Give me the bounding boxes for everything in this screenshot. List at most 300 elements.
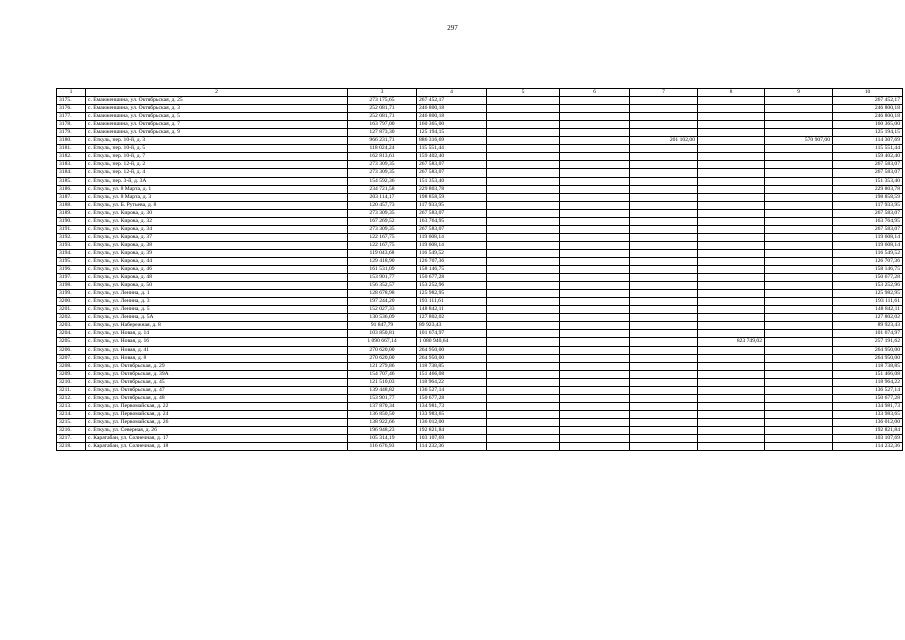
table-cell [630,274,698,282]
table-cell [765,97,833,105]
table-cell: 267 583,07 [833,169,903,177]
table-cell [630,177,698,185]
table-cell: 3183. [57,161,86,169]
table-cell: 246 800,18 [833,105,903,113]
table-row [57,201,903,209]
table-cell [698,322,765,330]
table-cell: с. Еткуль, ул. Октябрьская, д. 45 [86,378,348,386]
table-row [57,225,903,233]
table-cell [560,418,630,426]
table-cell: 267 583,07 [417,209,487,217]
table-cell [560,394,630,402]
table-cell: 264 950,00 [417,354,487,362]
table-cell [765,177,833,185]
column-header: 6 [560,89,630,97]
table-cell [698,185,765,193]
table-cell [630,241,698,249]
table-cell: 117 933,95 [417,201,487,209]
table-row [57,394,903,402]
table-cell: 3200. [57,298,86,306]
table-cell [487,249,560,257]
table-cell: 3202. [57,314,86,322]
table-row [57,145,903,153]
table-row [57,418,903,426]
table-cell: 119 608,14 [417,233,487,241]
table-cell [560,266,630,274]
table-cell [698,241,765,249]
table-cell [630,193,698,201]
table-cell [487,410,560,418]
table-cell [698,426,765,434]
table-cell: 246 800,18 [417,105,487,113]
table-cell [630,161,698,169]
table-cell [630,443,698,451]
table-cell: 3197. [57,274,86,282]
table-row [57,338,903,346]
table-cell: с. Еткуль, ул. Октябрьская, д. 48 [86,394,348,402]
table-cell [765,338,833,346]
table-cell: 118 738,85 [417,362,487,370]
table-cell [698,306,765,314]
table-cell [487,314,560,322]
table-cell: 3209. [57,370,86,378]
table-cell [765,370,833,378]
table-cell [560,209,630,217]
table-cell: с. Еткуль, пер. 10-й, д. 7 [86,153,348,161]
table-row [57,153,903,161]
table-cell [698,217,765,225]
table-cell: с. Еткуль, ул. Кирова, д. 37 [86,233,348,241]
table-cell: 126 707,36 [833,257,903,265]
table-cell: 966 231,71 [348,137,417,145]
column-header: 4 [417,89,487,97]
table-cell: 118 024,24 [348,145,417,153]
table-cell: 197 244,20 [348,298,417,306]
table-cell: с. Еткуль, ул. Кирова, д. 44 [86,257,348,265]
page-number: 297 [447,24,458,32]
table-cell [560,145,630,153]
table-cell: 148 842,11 [833,306,903,314]
table-row [57,410,903,418]
table-cell: 273 309,35 [348,225,417,233]
column-header: 2 [86,89,348,97]
table-cell [487,121,560,129]
table-cell: 150 677,28 [833,394,903,402]
table-cell: 3186. [57,185,86,193]
table-row [57,443,903,451]
table-cell: с. Еткуль, ул. Первомайская, д. 24 [86,410,348,418]
table-cell: 125 982,95 [833,290,903,298]
table-cell: 196 948,23 [348,426,417,434]
table-cell: 126 707,36 [417,257,487,265]
table-cell [560,346,630,354]
table-cell [765,443,833,451]
table-cell [560,426,630,434]
table-row [57,362,903,370]
table-cell: 3206. [57,346,86,354]
table-cell [765,145,833,153]
table-cell: 267 452,17 [417,97,487,105]
table-cell: 3181. [57,145,86,153]
table-cell [630,105,698,113]
table-cell [560,378,630,386]
table-cell [630,290,698,298]
table-cell: с. Еткуль, ул. 8 Марта, д. 3 [86,193,348,201]
table-row [57,354,903,362]
table-cell [560,435,630,443]
table-cell: 125 194,15 [833,129,903,137]
table-cell: с. Каратабан, ул. Солнечная, д. 18 [86,443,348,451]
table-row [57,290,903,298]
table-row [57,282,903,290]
table-row [57,298,903,306]
table-cell [560,97,630,105]
table-cell: 159 402,40 [833,153,903,161]
table-cell [765,322,833,330]
table-cell: 162 813,61 [348,153,417,161]
table-cell: 3203. [57,322,86,330]
table-cell: с. Еткуль, ул. Октябрьская, д. 29 [86,362,348,370]
table-row [57,137,903,145]
table-row [57,426,903,434]
table-cell [630,314,698,322]
table-cell: с. Еткуль, пер. 3-й, д. 3А [86,177,348,185]
table-cell [765,201,833,209]
table-cell [765,298,833,306]
table-cell: 116 549,52 [417,249,487,257]
table-cell [765,161,833,169]
table-cell: 161 531,09 [348,266,417,274]
table-cell [630,402,698,410]
table-cell [560,354,630,362]
table-cell [487,241,560,249]
table-cell: 160 365,00 [417,121,487,129]
table-cell [630,153,698,161]
table-cell [698,233,765,241]
table-cell: 3184. [57,169,86,177]
table-cell: 273 309,35 [348,161,417,169]
table-cell: 3177. [57,113,86,121]
table-cell [765,249,833,257]
table-cell: 148 842,11 [417,306,487,314]
table-cell: 121 510,03 [348,378,417,386]
table-cell [698,410,765,418]
table-body [57,89,903,451]
table-cell [698,330,765,338]
table-cell [560,153,630,161]
table-row [57,314,903,322]
table-header-row [57,89,903,97]
table-cell: 203 114,17 [348,193,417,201]
table-cell [487,435,560,443]
table-cell: 115 551,44 [417,145,487,153]
table-cell: 136 527,14 [833,386,903,394]
table-cell [560,330,630,338]
table-cell: 3191. [57,225,86,233]
column-header: 7 [630,89,698,97]
table-cell [487,378,560,386]
table-cell [630,266,698,274]
table-cell [765,217,833,225]
table-cell: с. Еткуль, ул. Новая, д. 16 [86,338,348,346]
table-cell: 267 583,07 [833,161,903,169]
table-cell [560,298,630,306]
table-cell [487,113,560,121]
table-cell [630,129,698,137]
table-cell [698,443,765,451]
table-cell: 886 316,69 [417,137,487,145]
table-cell [698,249,765,257]
table-cell [630,386,698,394]
table-cell [765,257,833,265]
table-cell [560,338,630,346]
table-cell: с. Еткуль, ул. Кирова, д. 50 [86,282,348,290]
table-cell [630,282,698,290]
table-cell [765,346,833,354]
table-cell: 3196. [57,266,86,274]
table-cell: 122 167,75 [348,241,417,249]
table-cell: 133 983,65 [417,410,487,418]
table-cell [630,97,698,105]
table-cell: 3217. [57,435,86,443]
table-cell [560,386,630,394]
table-cell: 114 307,69 [833,137,903,145]
table-cell [698,386,765,394]
table-cell [630,378,698,386]
table-cell: 130 536,09 [348,314,417,322]
table-row [57,386,903,394]
table-cell [698,105,765,113]
table-cell: 150 677,28 [417,274,487,282]
table-cell [487,394,560,402]
table-cell [698,129,765,137]
table-cell: с. Еткуль, ул. Новая, д. 8 [86,354,348,362]
table-cell: с. Еткуль, ул. Кирова, д. 30 [86,209,348,217]
table-cell: 3189. [57,209,86,217]
table-cell [560,161,630,169]
table-cell: 229 803,78 [417,185,487,193]
table-cell: 101 674,97 [417,330,487,338]
table-cell [487,185,560,193]
column-header: 10 [833,89,903,97]
table-cell: 153 252,96 [833,282,903,290]
table-cell [630,322,698,330]
table-cell: 3180. [57,137,86,145]
table-cell [630,410,698,418]
table-cell [765,402,833,410]
table-cell [698,378,765,386]
table-cell [698,394,765,402]
table-cell [560,121,630,129]
table-cell: 158 146,75 [833,266,903,274]
table-cell: с. Еткуль, ул. Кирова, д. 32 [86,217,348,225]
table-cell [630,426,698,434]
table-cell [560,257,630,265]
table-cell [765,418,833,426]
table-cell: 122 167,75 [348,233,417,241]
table-cell [487,354,560,362]
column-header: 5 [487,89,560,97]
table-row [57,306,903,314]
table-cell [560,129,630,137]
table-cell: 273 309,35 [348,169,417,177]
column-header: 9 [765,89,833,97]
table-cell: 3198. [57,282,86,290]
table-cell: с. Еткуль, ул. Кирова, д. 48 [86,274,348,282]
table-row [57,370,903,378]
table-cell [630,330,698,338]
table-cell: с. Еткуль, пер. 10-й, д. 3 [86,137,348,145]
table-cell [487,225,560,233]
table-cell [630,233,698,241]
table-cell [765,169,833,177]
table-row [57,378,903,386]
table-cell: с. Еткуль, ул. Кирова, д. 39 [86,249,348,257]
table-cell [765,153,833,161]
table-cell: 229 803,78 [833,185,903,193]
table-row [57,266,903,274]
table-cell: 270 620,00 [348,354,417,362]
table-cell [765,290,833,298]
table-cell: 116 549,52 [833,249,903,257]
table-cell: с. Еткуль, ул. Первомайская, д. 26 [86,418,348,426]
table-cell [698,362,765,370]
table-cell: 127 802,02 [417,314,487,322]
table-cell: 119 608,14 [833,241,903,249]
table-cell: 3194. [57,249,86,257]
table-cell: с. Еткуль, пер. 12-й, д. 2 [86,161,348,169]
table-cell [560,169,630,177]
table-cell [560,217,630,225]
table-cell: 138 922,66 [348,418,417,426]
table-cell [560,274,630,282]
table-row [57,402,903,410]
table-cell [487,426,560,434]
table-cell: 3187. [57,193,86,201]
table-cell: 150 677,28 [417,394,487,402]
table-cell [560,185,630,193]
table-cell: 1 080 940,64 [417,338,487,346]
table-cell [560,105,630,113]
table-cell [765,113,833,121]
table-cell [698,153,765,161]
table-cell [487,282,560,290]
table-cell: 201 102,00 [630,137,698,145]
table-cell: 129 418,90 [348,257,417,265]
table-cell [765,193,833,201]
table-cell [560,193,630,201]
table-cell: 267 583,07 [417,161,487,169]
table-row [57,185,903,193]
table-cell [560,290,630,298]
table-cell: 3212. [57,394,86,402]
table-cell: с. Еткуль, ул. Б. Рутьева, д. 8 [86,201,348,209]
table-row [57,129,903,137]
table-cell: 198 858,59 [833,193,903,201]
table-cell: 273 309,35 [348,209,417,217]
table-cell [630,185,698,193]
table-cell: 273 175,65 [348,97,417,105]
table-cell [765,241,833,249]
table-cell: 136 012,00 [833,418,903,426]
table-cell [698,209,765,217]
table-cell [487,402,560,410]
table-cell: 134 981,73 [833,402,903,410]
table-cell [698,370,765,378]
table-cell [765,306,833,314]
table-row [57,249,903,257]
table-cell [630,362,698,370]
table-cell: 156 352,57 [348,282,417,290]
table-cell: 103 107,69 [417,435,487,443]
table-cell: 151 466,08 [833,370,903,378]
table-row [57,209,903,217]
table-cell: 264 950,00 [833,346,903,354]
table-cell: 127 873,30 [348,129,417,137]
table-cell: 167 269,52 [348,217,417,225]
table-cell: с. Емаиженшина, ул. Октябрьская, д. 5 [86,113,348,121]
table-cell [560,314,630,322]
table-cell: 3190. [57,217,86,225]
table-cell: 3176. [57,105,86,113]
table-cell [765,274,833,282]
table-cell [698,257,765,265]
table-cell: с. Еткуль, ул. 8 Марта, д. 1 [86,185,348,193]
table-cell: 150 677,28 [833,274,903,282]
table-cell [630,257,698,265]
table-cell [487,298,560,306]
table-cell [487,129,560,137]
table-cell [698,290,765,298]
table-row [57,346,903,354]
table-cell [630,354,698,362]
table-cell: с. Еткуль, ул. Октябрьская, д. 47 [86,386,348,394]
table-cell [560,322,630,330]
table-cell [630,298,698,306]
table-cell: 198 858,59 [417,193,487,201]
table-cell: 127 802,02 [833,314,903,322]
table-cell [560,282,630,290]
table-cell: с. Емаиженшина, ул. Октябрьская, д. 3 [86,105,348,113]
table-cell [630,394,698,402]
table-cell: 264 950,00 [417,346,487,354]
table-cell [487,153,560,161]
table-cell [487,177,560,185]
table-cell [560,113,630,121]
table-cell [487,338,560,346]
table-cell: с. Еткуль, ул. Новая, д. 41 [86,346,348,354]
table-cell: 116 676,93 [348,443,417,451]
table-cell [487,362,560,370]
table-cell [487,201,560,209]
table-cell: 234 721,58 [348,185,417,193]
table-cell: 137 870,34 [348,402,417,410]
table-row [57,330,903,338]
table-cell [630,418,698,426]
table-cell [698,298,765,306]
table-cell [487,137,560,145]
table-cell [487,266,560,274]
table-cell [487,217,560,225]
table-cell [487,443,560,451]
table-cell: с. Еткуль, ул. Набережная, д. 8 [86,322,348,330]
table-row [57,193,903,201]
table-cell: 139 448,82 [348,386,417,394]
table-cell: 136 012,00 [417,418,487,426]
table-cell: 570 907,00 [765,137,833,145]
table-cell [765,410,833,418]
table-cell: 3175. [57,97,86,105]
